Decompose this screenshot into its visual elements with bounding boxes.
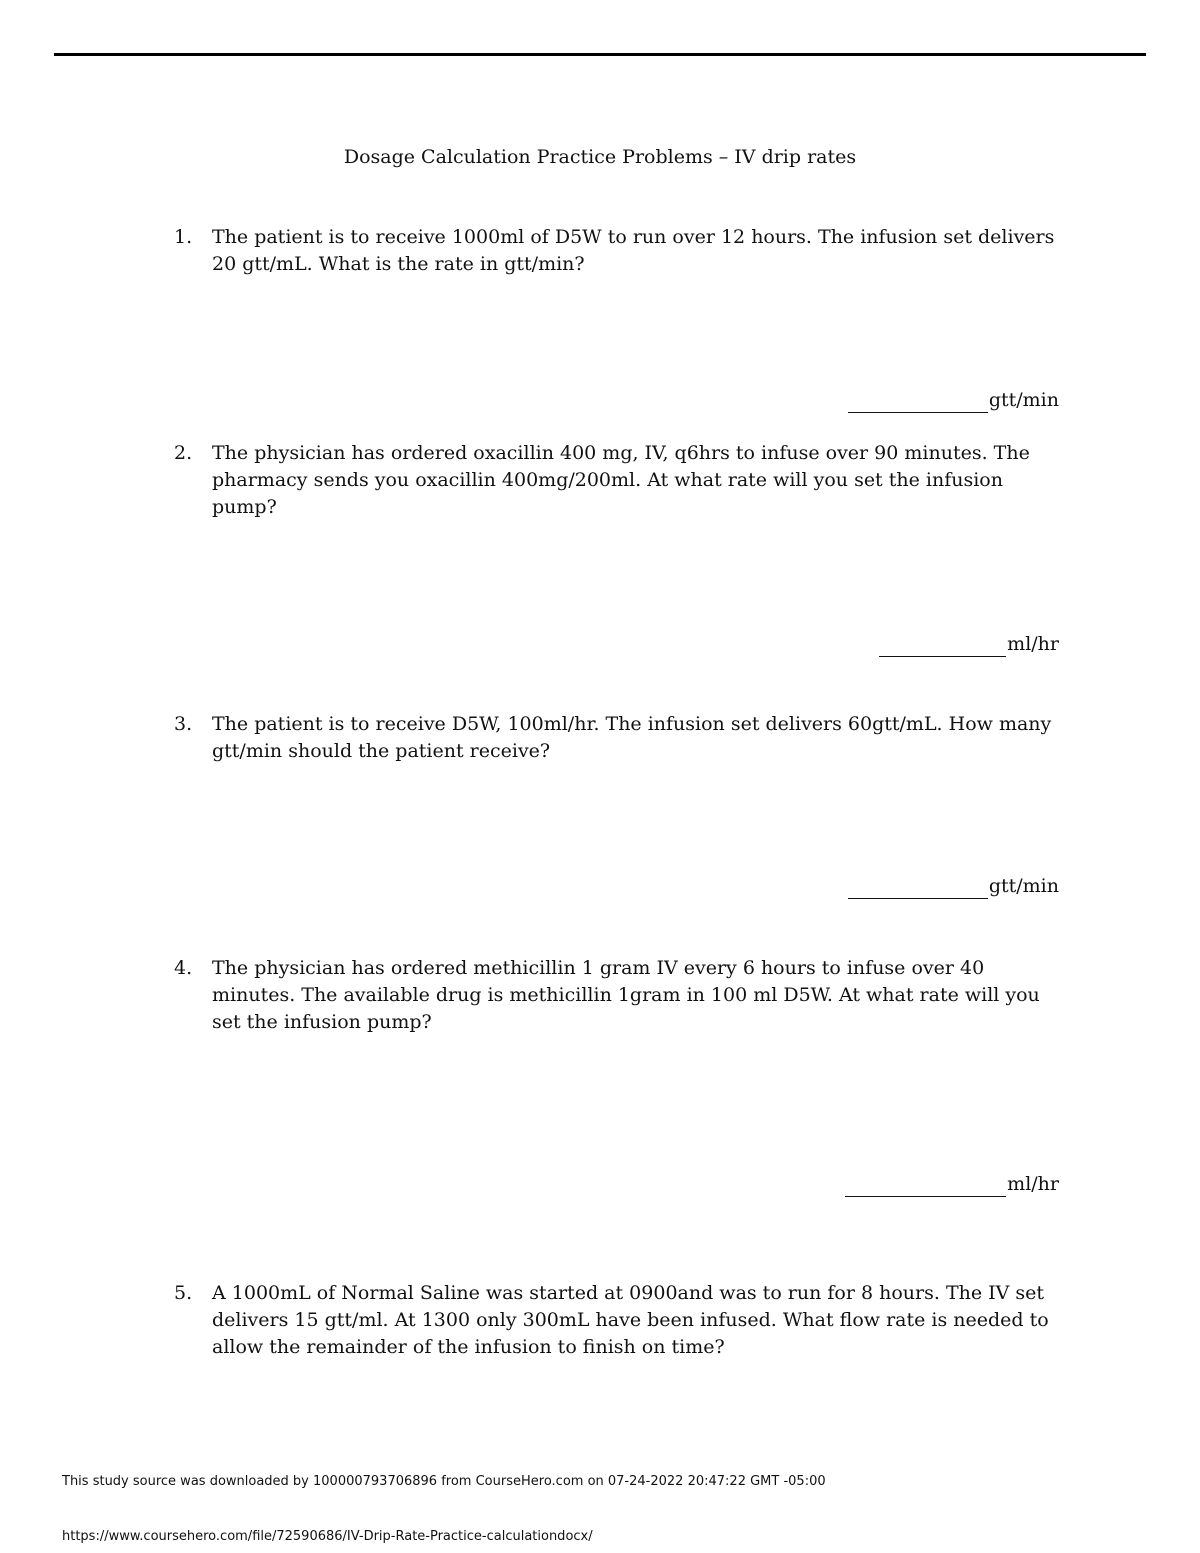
answer-unit: ml/hr: [1007, 1173, 1059, 1195]
question-text: The physician has ordered methicillin 1 gram IV every 6 hours to infuse over 40 minutes. The available drug is methicillin 1gram in 100 ml D5W. At what rate will you set the infusion pump?: [212, 957, 1040, 1033]
answer-blank[interactable]: [845, 1178, 1006, 1197]
question-number: 2.: [174, 442, 193, 464]
question-text: A 1000mL of Normal Saline was started at 0900and was to run for 8 hours. The IV set delivers 15 gtt/ml. At 1300 only 300mL have been infused. What flow rate is needed to allow the remainder of the infusion to finish on time?: [212, 1282, 1049, 1358]
answer-unit: gtt/min: [988, 875, 1059, 897]
question-number: 5.: [174, 1282, 193, 1304]
answer-unit: gtt/min: [988, 389, 1059, 411]
question-4: [174, 955, 1064, 1036]
question-1: [174, 224, 1064, 278]
answer-unit: ml/hr: [1007, 633, 1059, 655]
question-5: [174, 1280, 1064, 1361]
page-title: Dosage Calculation Practice Problems – IV drip rates: [343, 146, 857, 168]
question-text: The physician has ordered oxacillin 400 mg, IV, q6hrs to infuse over 90 minutes. The pharmacy sends you oxacillin 400mg/200ml. At what rate will you set the infusion pump?: [212, 442, 1030, 518]
answer-line-4: [845, 1171, 1059, 1197]
download-note: This study source was downloaded by 100000793706896 from CourseHero.com on 07-24-2022 20:47:22 GMT -05:00: [62, 1474, 826, 1489]
question-number: 1.: [174, 226, 193, 248]
question-text: The patient is to receive D5W, 100ml/hr. The infusion set delivers 60gtt/mL. How many gtt/min should the patient receive?: [212, 713, 1052, 762]
answer-blank[interactable]: [848, 880, 988, 899]
question-3: [174, 711, 1064, 765]
source-url[interactable]: https://www.coursehero.com/file/72590686/IV-Drip-Rate-Practice-calculationdocx/: [62, 1529, 593, 1544]
question-number: 3.: [174, 713, 193, 735]
question-text: The patient is to receive 1000ml of D5W to run over 12 hours. The infusion set delivers 20 gtt/mL. What is the rate in gtt/min?: [212, 226, 1055, 275]
answer-line-1: [848, 387, 1059, 413]
answer-blank[interactable]: [848, 394, 988, 413]
answer-line-3: [848, 873, 1059, 899]
question-2: [174, 440, 1064, 521]
answer-blank[interactable]: [879, 638, 1006, 657]
answer-line-2: [879, 631, 1059, 657]
top-rule: [54, 53, 1146, 56]
question-number: 4.: [174, 957, 193, 979]
